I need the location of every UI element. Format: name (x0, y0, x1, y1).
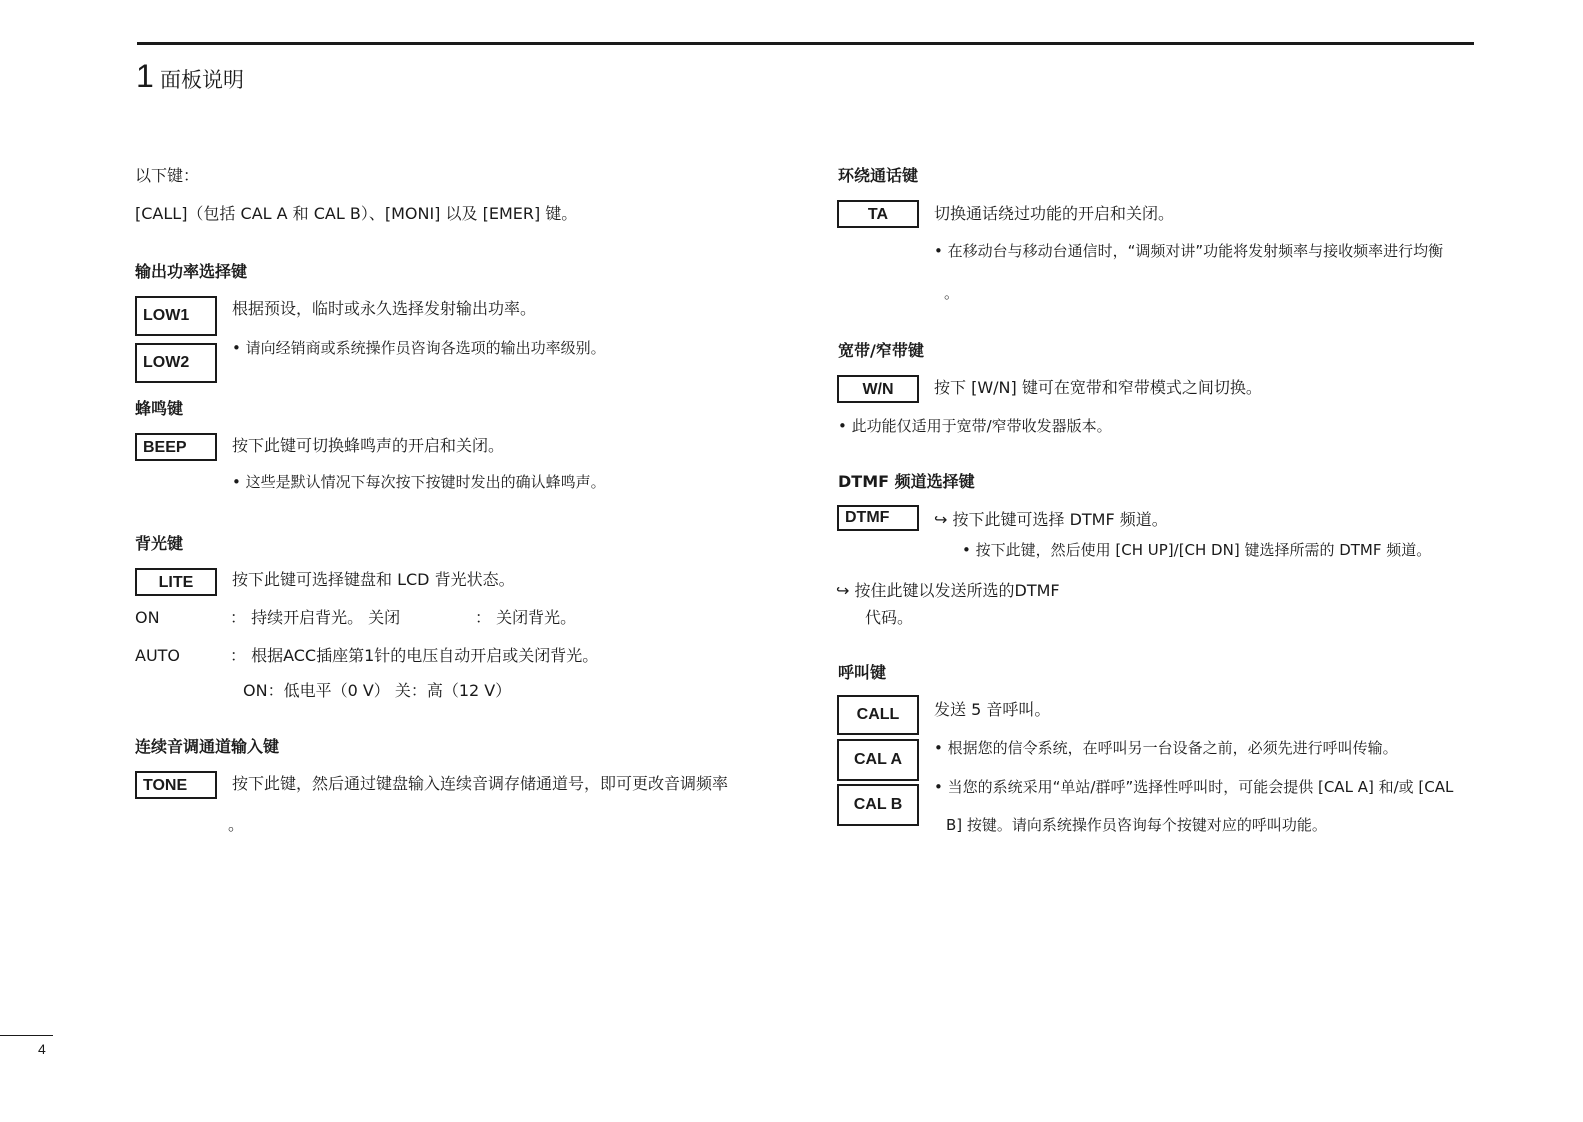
beep-key: BEEP (135, 433, 217, 461)
call-note-2a: • 当您的系统采用“单站/群呼”选择性呼叫时，可能会提供 [CAL A] 和/或 [CAL (934, 778, 1454, 796)
page-number: 4 (38, 1041, 46, 1057)
wn-heading: 宽带/窄带键 (838, 341, 924, 360)
tone-key: TONE (135, 771, 217, 799)
low2-key: LOW2 (135, 343, 217, 383)
lite-on-text: ： 持续开启背光。 关闭 (230, 608, 401, 627)
ta-description: 切换通话绕过功能的开启和关闭。 (934, 204, 1175, 223)
call-description: 发送 5 音呼叫。 (934, 700, 1051, 719)
lite-levels: ON：低电平（0 V） 关：高（12 V） (243, 681, 512, 700)
dtmf-description: ↪ 按下此键可选择 DTMF 频道。 (934, 510, 1168, 529)
dtmf-hold-line-1: ↪ 按住此键以发送所选的DTMF (836, 581, 1060, 600)
ta-heading: 环绕通话键 (838, 166, 919, 185)
dtmf-heading: DTMF 频道选择键 (838, 472, 975, 491)
wn-description: 按下 [W/N] 键可在宽带和窄带模式之间切换。 (934, 378, 1262, 397)
call-heading: 呼叫键 (838, 663, 887, 682)
call-key: CALL (837, 695, 919, 735)
lite-off-text: ： 关闭背光。 (475, 608, 577, 627)
lite-heading: 背光键 (135, 534, 184, 553)
lite-description: 按下此键可选择键盘和 LCD 背光状态。 (232, 570, 515, 589)
beep-heading: 蜂鸣键 (135, 399, 184, 418)
lite-auto-text: ： 根据ACC插座第1针的电压自动开启或关闭背光。 (230, 646, 599, 665)
power-description: 根据预设，临时或永久选择发射输出功率。 (232, 299, 537, 318)
tone-tail: 。 (228, 815, 245, 834)
call-note-1: • 根据您的信令系统，在呼叫另一台设备之前，必须先进行呼叫传输。 (934, 739, 1398, 757)
tone-description: 按下此键，然后通过键盘输入连续音调存储通道号，即可更改音调频率 (232, 774, 729, 793)
dtmf-note: • 按下此键，然后使用 [CH UP]/[CH DN] 键选择所需的 DTMF 频道。 (962, 541, 1432, 559)
intro-line-1: 以下键： (135, 166, 200, 185)
ta-note: • 在移动台与移动台通信时，“调频对讲”功能将发射频率与接收频率进行均衡 (934, 242, 1444, 260)
lite-key: LITE (135, 568, 217, 596)
dtmf-hold-line-2: 代码。 (865, 608, 914, 627)
cal-a-key: CAL A (837, 739, 919, 781)
beep-description: 按下此键可切换蜂鸣声的开启和关闭。 (232, 436, 505, 455)
ta-key: TA (837, 200, 919, 228)
intro-line-2: [CALL]（包括 CAL A 和 CAL B）、[MONI] 以及 [EMER] 键。 (135, 204, 578, 223)
wn-note: • 此功能仅适用于宽带/窄带收发器版本。 (838, 417, 1112, 435)
low1-key: LOW1 (135, 296, 217, 336)
chapter-number: 1 (136, 58, 154, 94)
lite-auto-label: AUTO (135, 646, 181, 665)
ta-tail: 。 (944, 284, 960, 302)
dtmf-key: DTMF (837, 505, 919, 531)
wn-key: W/N (837, 375, 919, 403)
power-note: • 请向经销商或系统操作员咨询各选项的输出功率级别。 (232, 339, 606, 357)
chapter-title: 面板说明 (160, 68, 244, 92)
tone-heading: 连续音调通道输入键 (135, 737, 280, 756)
footer-rule (0, 1035, 53, 1036)
cal-b-key: CAL B (837, 784, 919, 826)
lite-on-label: ON (135, 608, 160, 627)
power-heading: 输出功率选择键 (135, 262, 248, 281)
beep-note: • 这些是默认情况下每次按下按键时发出的确认蜂鸣声。 (232, 473, 606, 491)
header-rule (137, 42, 1474, 45)
call-note-2b: B] 按键。请向系统操作员咨询每个按键对应的呼叫功能。 (946, 816, 1327, 834)
